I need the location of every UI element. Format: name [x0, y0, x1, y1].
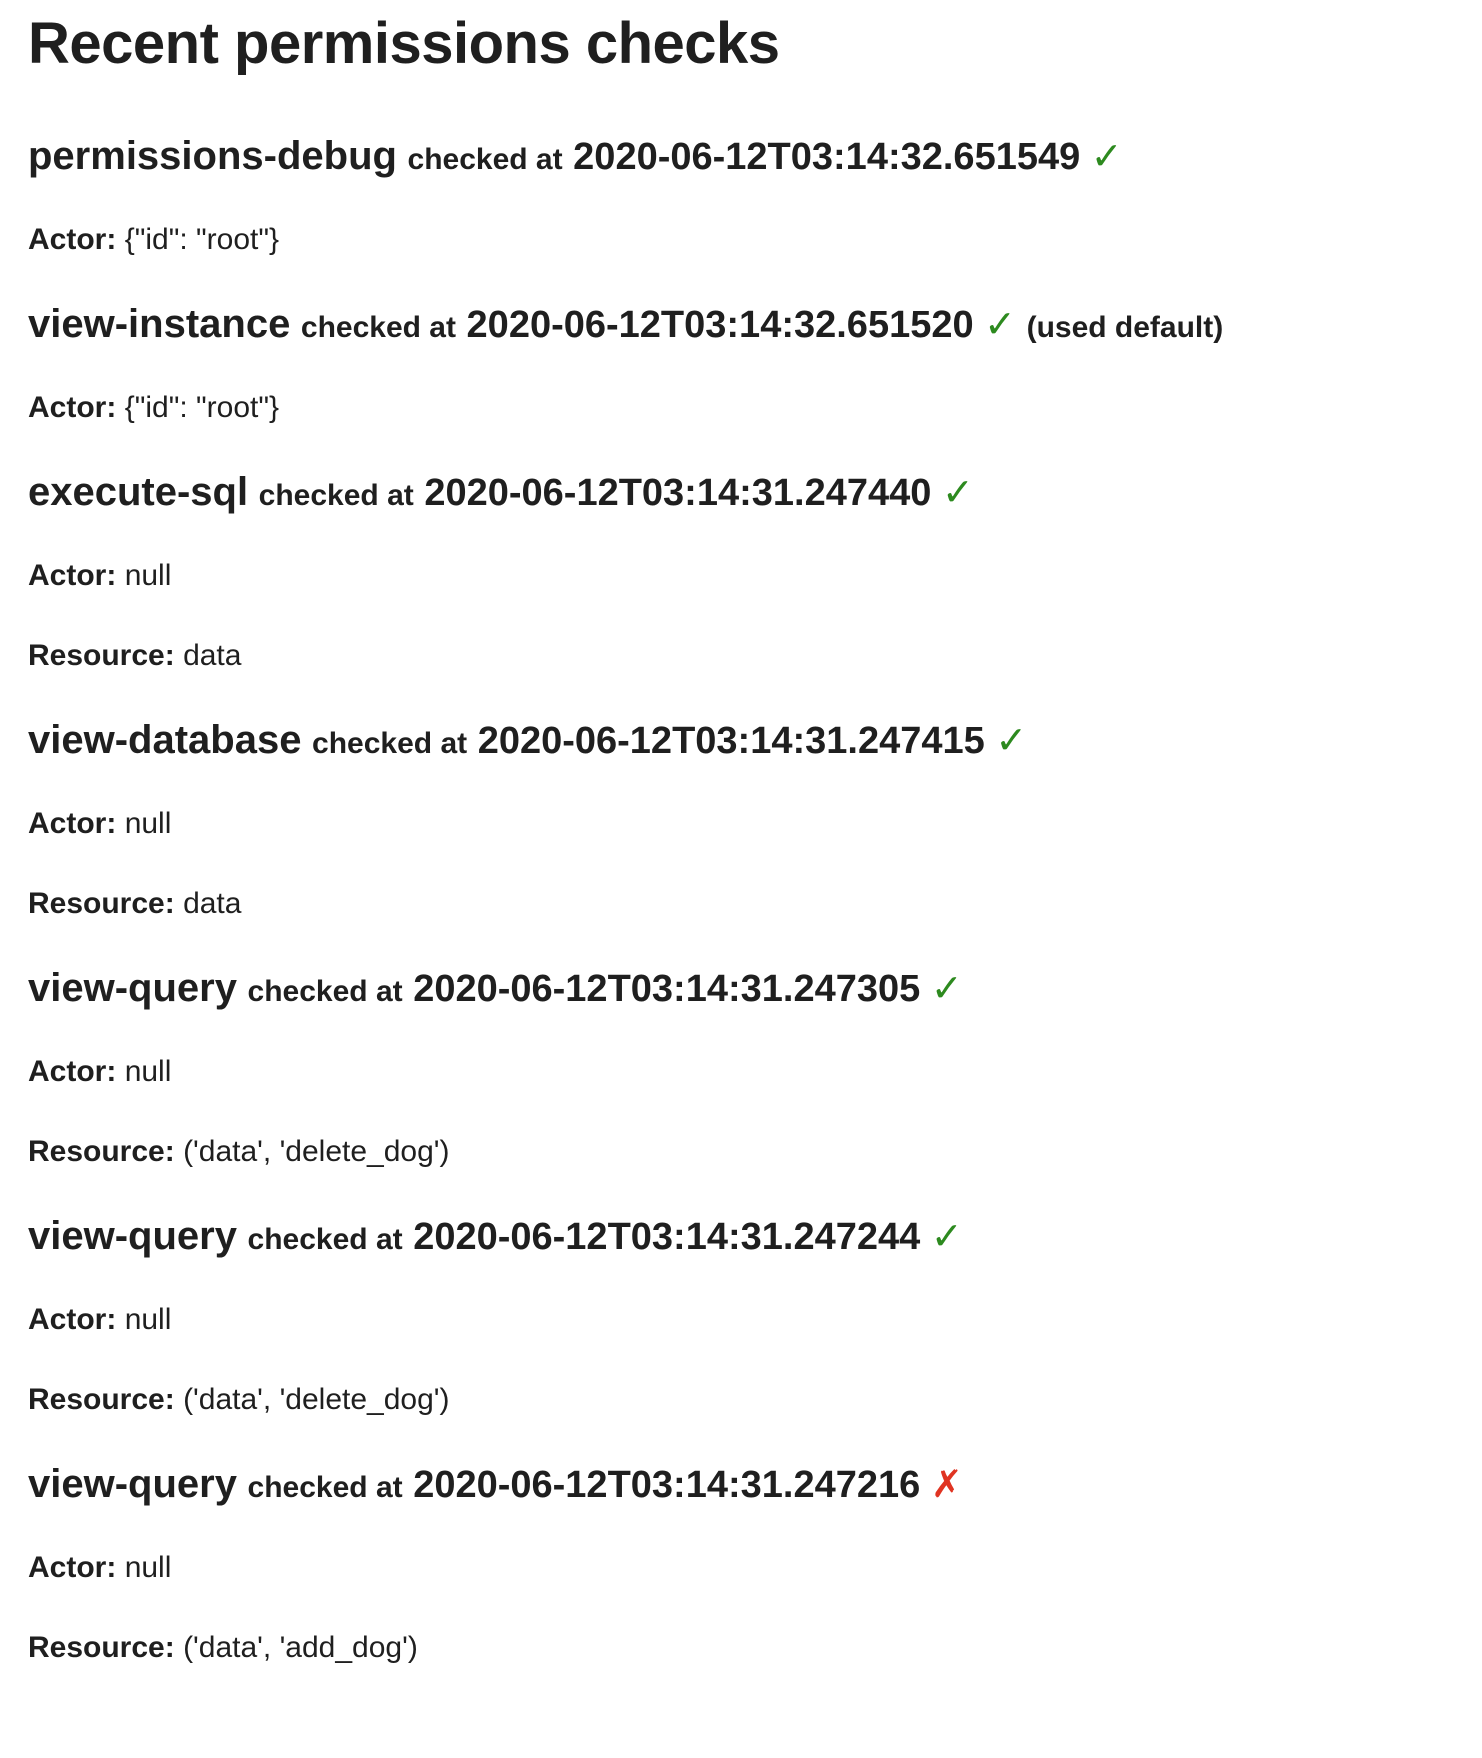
resource-field — [28, 1382, 1454, 1418]
resource-value: data — [183, 639, 242, 672]
checked-at-label: checked at — [258, 479, 414, 512]
actor-label: Actor: — [28, 1303, 117, 1336]
permission-check — [28, 134, 1454, 302]
cross-icon: ✗ — [930, 1464, 963, 1506]
actor-value: null — [124, 1055, 172, 1088]
check-timestamp: 2020-06-12T03:14:32.651520 — [466, 304, 974, 346]
resource-field — [28, 638, 1454, 674]
check-timestamp: 2020-06-12T03:14:31.247440 — [424, 472, 932, 514]
actor-field — [28, 558, 1454, 594]
actor-label: Actor: — [28, 1551, 117, 1584]
actor-field — [28, 222, 1454, 258]
check-header — [28, 718, 1454, 762]
check-icon: ✓ — [984, 304, 1017, 346]
actor-value: null — [124, 559, 172, 592]
check-icon: ✓ — [930, 968, 963, 1010]
check-header — [28, 966, 1454, 1010]
check-timestamp: 2020-06-12T03:14:32.651549 — [573, 136, 1081, 178]
permission-check — [28, 718, 1454, 966]
permission-check — [28, 966, 1454, 1214]
actor-label: Actor: — [28, 391, 117, 424]
checked-at-label: checked at — [407, 143, 563, 176]
permission-check — [28, 1214, 1454, 1462]
permission-name: view-query — [28, 1214, 237, 1258]
check-timestamp: 2020-06-12T03:14:31.247216 — [413, 1464, 921, 1506]
check-header — [28, 302, 1454, 346]
checked-at-label: checked at — [312, 727, 468, 760]
resource-field — [28, 1630, 1454, 1666]
actor-field — [28, 390, 1454, 426]
permission-check — [28, 302, 1454, 470]
check-header — [28, 1214, 1454, 1258]
page-title: Recent permissions checks — [28, 11, 780, 76]
check-timestamp: 2020-06-12T03:14:31.247244 — [413, 1216, 921, 1258]
permission-name: view-instance — [28, 302, 291, 346]
check-icon: ✓ — [941, 472, 974, 514]
actor-value: null — [124, 1551, 172, 1584]
resource-label: Resource: — [28, 1383, 175, 1416]
actor-value: {"id": "root"} — [124, 391, 280, 424]
resource-label: Resource: — [28, 1631, 175, 1664]
permission-check — [28, 1462, 1454, 1666]
checked-at-label: checked at — [247, 1223, 403, 1256]
check-header — [28, 470, 1454, 514]
actor-field — [28, 1054, 1454, 1090]
permission-name: execute-sql — [28, 470, 249, 514]
permission-name: view-database — [28, 718, 302, 762]
actor-value: null — [124, 1303, 172, 1336]
checked-at-label: checked at — [247, 1471, 403, 1504]
actor-field — [28, 1302, 1454, 1338]
check-timestamp: 2020-06-12T03:14:31.247305 — [413, 968, 921, 1010]
actor-label: Actor: — [28, 559, 117, 592]
resource-field — [28, 1134, 1454, 1170]
checked-at-label: checked at — [300, 311, 456, 344]
resource-value: ('data', 'add_dog') — [183, 1631, 418, 1664]
used-default-note: (used default) — [1026, 311, 1224, 344]
permission-check — [28, 470, 1454, 718]
check-header — [28, 134, 1454, 178]
permission-name: permissions-debug — [28, 134, 397, 178]
permission-name: view-query — [28, 966, 237, 1010]
actor-label: Actor: — [28, 223, 117, 256]
resource-label: Resource: — [28, 639, 175, 672]
actor-field — [28, 806, 1454, 842]
actor-label: Actor: — [28, 807, 117, 840]
check-header — [28, 1462, 1454, 1506]
resource-value: ('data', 'delete_dog') — [183, 1383, 450, 1416]
check-timestamp: 2020-06-12T03:14:31.247415 — [477, 720, 985, 762]
resource-value: data — [183, 887, 242, 920]
permission-name: view-query — [28, 1462, 237, 1506]
actor-field — [28, 1550, 1454, 1586]
resource-label: Resource: — [28, 887, 175, 920]
check-icon: ✓ — [930, 1216, 963, 1258]
resource-field — [28, 886, 1454, 922]
resource-value: ('data', 'delete_dog') — [183, 1135, 450, 1168]
actor-label: Actor: — [28, 1055, 117, 1088]
checked-at-label: checked at — [247, 975, 403, 1008]
check-icon: ✓ — [1090, 136, 1123, 178]
resource-label: Resource: — [28, 1135, 175, 1168]
actor-value: {"id": "root"} — [124, 223, 280, 256]
check-icon: ✓ — [995, 720, 1028, 762]
actor-value: null — [124, 807, 172, 840]
